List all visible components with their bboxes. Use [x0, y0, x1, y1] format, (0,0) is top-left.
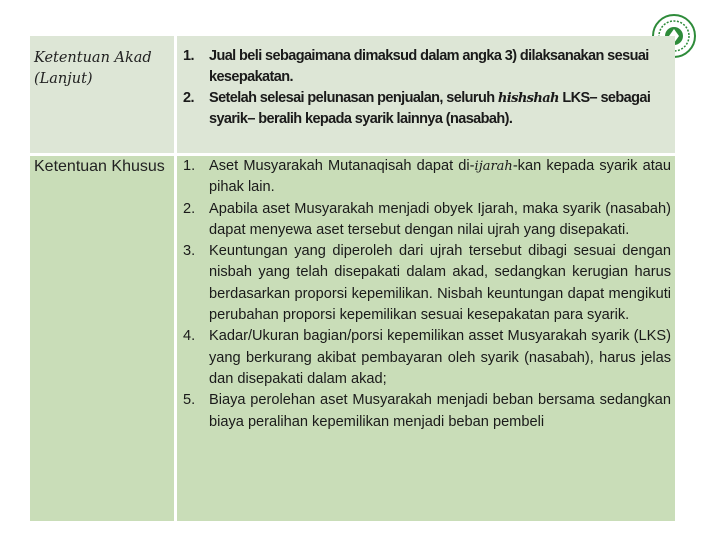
list-item: [181, 156, 671, 199]
list-number: 1.: [183, 48, 194, 64]
list-item: [181, 199, 671, 242]
list-number: 2.: [183, 90, 194, 106]
list-item: [181, 88, 671, 130]
list-number: 5.: [183, 392, 196, 409]
row-content-cell: [177, 36, 675, 153]
list-item-text: Biaya perolehan aset Musyarakah menjadi beban bersama sedangkan biaya peralihan kepemilikan menjadi beban pembeli: [209, 392, 671, 430]
list-item-text: Keuntungan yang diperoleh dari ujrah tersebut dibagi sesuai dengan nisbah yang telah disepakati dalam akad, sedangkan kerugian harus berdasarkan proporsi kepemilikan. Nisbah keuntungan dapat mengikuti perubahan proporsi kepemilikan sesuai kesepakatan para syarik.: [209, 243, 671, 324]
list-item-text: Kadar/Ukuran bagian/porsi kepemilikan asset Musyarakah syarik (LKS) yang berkurang akibat pembayaran oleh syarik (nasabah), harus jelas dan disepakati dalam akad;: [209, 328, 671, 387]
list-number: 4.: [183, 328, 196, 345]
list-item: [181, 390, 671, 433]
italic-term: ijarah: [474, 159, 513, 174]
list-number: 2.: [183, 200, 196, 217]
list-number: 1.: [183, 158, 196, 174]
list-item-text: LKS– sebagai syarik– beralih kepada syarik lainnya (nasabah).: [209, 90, 651, 127]
list-item-text: Setelah selesai pelunasan penjualan, seluruh: [209, 90, 498, 106]
list-item-text: Jual beli sebagaimana dimaksud dalam angka 3) dilaksanakan sesuai kesepakatan.: [209, 48, 649, 85]
row-label: Ketentuan Akad (Lanjut): [34, 50, 152, 87]
list-item-text: -kan kepada syarik atau pihak lain.: [209, 158, 671, 196]
list-item: [181, 241, 671, 326]
list-item-text: Apabila aset Musyarakah menjadi obyek Ijarah, maka syarik (nasabah) dapat menyewa aset tersebut dengan nilai ujrah yang disepakati.: [209, 200, 671, 238]
list-number: 3.: [183, 243, 196, 260]
row-label: Ketentuan Khusus: [34, 158, 165, 175]
numbered-list: [181, 46, 671, 130]
content-table: [30, 36, 675, 521]
numbered-list: [181, 156, 671, 433]
list-item-text: Aset Musyarakah Mutanaqisah dapat di-: [209, 158, 475, 174]
italic-term: hishshah: [497, 91, 559, 106]
row-label-cell: [30, 36, 174, 153]
list-item: [181, 46, 671, 88]
table-row-ketentuan-akad: [30, 36, 675, 153]
row-content-cell: [177, 156, 675, 521]
table-row-ketentuan-khusus: [30, 156, 675, 521]
list-item: [181, 326, 671, 390]
row-label-cell: [30, 156, 174, 521]
